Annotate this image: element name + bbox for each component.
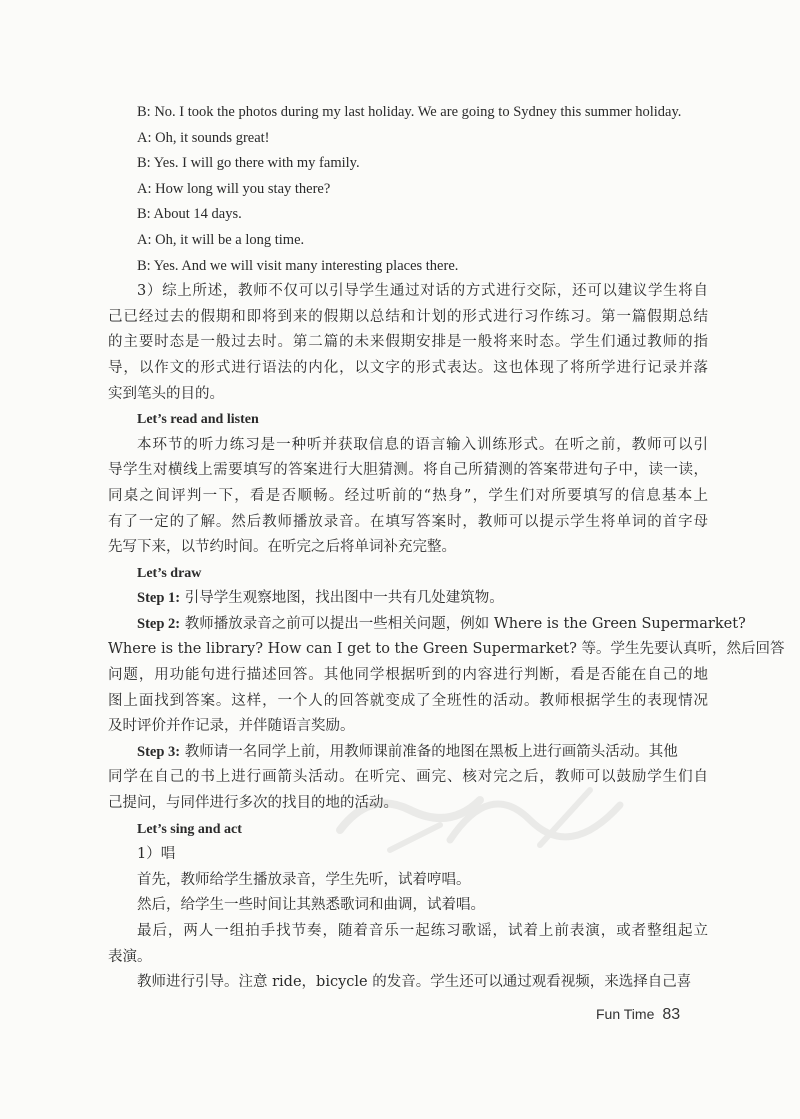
step-2-text: 教师播放录音之前可以提出一些相关问题，例如 Where is the Green Supermarket?: [180, 615, 746, 632]
footer-section-title: Fun Time: [596, 1006, 655, 1022]
dialogue-line: B: No. I took the photos during my last holiday. We are going to Sydney this summer holiday.: [137, 104, 682, 120]
sing-line: 最后，两人一组拍手找节奏，随着音乐一起练习歌谣，试着上前表演，或者整组起立: [137, 923, 708, 939]
step-3-line: 同学在自己的书上进行画箭头活动。在听完、画完、核对完之后，教师可以鼓励学生们自: [108, 769, 708, 786]
read-listen-line: 先写下来，以节约时间。在听完之后将单词补充完整。: [108, 539, 456, 556]
dialogue-line: B: Yes. And we will visit many interesting places there.: [137, 257, 459, 274]
sing-line: 教师进行引导。注意 ride，bicycle 的发音。学生还可以通过观看视频，来选择自己喜: [137, 974, 692, 991]
step-3-line: 己提问，与同伴进行多次的找目的地的活动。: [108, 795, 398, 812]
dialogue-line: B: Yes. I will go there with my family.: [137, 155, 360, 172]
step-1-text: 引导学生观察地图，找出图中一共有几处建筑物。: [180, 590, 504, 607]
summary-line: 3）综上所述，教师不仅可以引导学生通过对话的方式进行交际，还可以建议学生将自: [137, 283, 708, 300]
read-listen-line: 导学生对横线上需要填写的答案进行大胆猜测。将自己所猜测的答案带进句子中，读一读，: [108, 462, 708, 479]
step-1-label: Step 1:: [137, 590, 181, 607]
sing-subheading: 1）唱: [137, 846, 176, 863]
step-2-line: 图上面找到答案。这样，一个人的回答就变成了全班性的活动。教师根据学生的表现情况: [108, 692, 708, 709]
section-heading-read-listen: Let’s read and listen: [137, 412, 259, 428]
step-2-line: 及时评价并作记录，并伴随语言奖励。: [108, 718, 355, 735]
sing-line: 首先，教师给学生播放录音，学生先听，试着哼唱。: [137, 871, 471, 888]
summary-line: 导，以作文的形式进行语法的内化，以文字的形式表达。这也体现了将所学进行记录并落: [108, 359, 708, 376]
step-2: [108, 612, 746, 638]
section-heading-sing-act: Let’s sing and act: [137, 821, 242, 837]
step-2-line: 问题，用功能句进行描述回答。其他同学根据听到的内容进行判断，看是否能在自己的地: [108, 667, 708, 684]
step-3: [108, 740, 708, 766]
step-2-line: Where is the library? How can I get to the Green Supermarket? 等。学生先要认真听，然后回答: [108, 641, 785, 658]
step-1: [108, 586, 708, 612]
watermark-graphic: [330, 770, 650, 860]
read-listen-line: 本环节的听力练习是一种听并获取信息的语言输入训练形式。在听之前，教师可以引: [137, 436, 708, 453]
step-3-label: Step 3:: [137, 743, 181, 760]
sing-line: 表演。: [108, 948, 152, 965]
summary-line: 己已经过去的假期和即将到来的假期以总结和计划的形式进行习作练习。第一篇假期总结: [108, 308, 708, 325]
dialogue-line: A: How long will you stay there?: [137, 180, 331, 197]
page-body: [108, 100, 785, 996]
dialogue-line: A: Oh, it sounds great!: [137, 129, 270, 146]
dialogue-line: B: About 14 days.: [137, 206, 242, 223]
read-listen-line: 有了一定的了解。然后教师播放录音。在填写答案时，教师可以提示学生将单词的首字母: [108, 513, 708, 530]
dialogue-line: A: Oh, it will be a long time.: [137, 231, 305, 248]
summary-line: 实到笔头的目的。: [108, 385, 224, 402]
page-footer: [596, 1006, 680, 1024]
section-heading-draw: Let’s draw: [137, 565, 202, 581]
read-listen-line: 同桌之间评判一下，看是否顺畅。经过听前的“热身”，学生们对所要填写的信息基本上: [108, 487, 708, 504]
sing-line: 然后，给学生一些时间让其熟悉歌词和曲调，试着唱。: [137, 897, 485, 914]
step-3-text: 教师请一名同学上前，用教师课前准备的地图在黑板上进行画箭头活动。其他: [180, 743, 678, 760]
summary-line: 的主要时态是一般过去时。第二篇的未来假期安排是一般将来时态。学生们通过教师的指: [108, 334, 708, 351]
page-number: 83: [662, 1006, 681, 1023]
step-2-label: Step 2:: [137, 615, 181, 632]
